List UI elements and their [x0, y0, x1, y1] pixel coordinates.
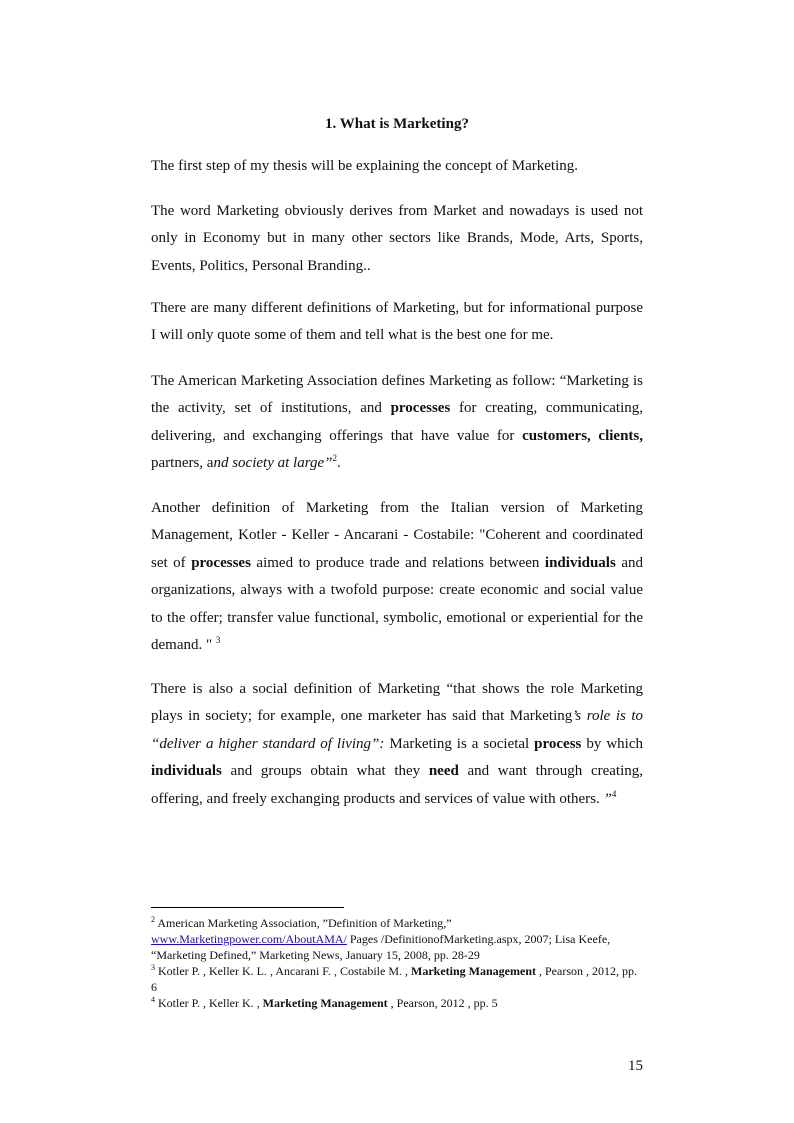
text-span: for creating, communicating, delivering, and exchanging offerings that have value for — [151, 400, 643, 444]
bold-term: individuals — [151, 763, 222, 780]
footnote-text: American Marketing Association, ”Definition of Marketing,” — [155, 916, 452, 930]
text-span: Marketing is a societal — [384, 735, 535, 752]
text-span: partners, a — [151, 455, 214, 472]
text-span: There is also a social definition of Marketing “that shows the role Marketing plays in society; for example, one marketer has said that Marketing — [151, 681, 643, 725]
paragraph-kotler-definition — [151, 495, 643, 659]
text-span: Another definition of Marketing from the Italian version of Marketing Management, Kotler - Keller - Ancarani - Costabile: "Coherent and coordinated set of — [151, 500, 643, 571]
footnote-text: , Pearson, 2012 , pp. 5 — [387, 996, 498, 1010]
paragraph-word-origin: The word Marketing obviously derives from Market and nowadays is used not only in Economy but in many other sectors like Brands, Mode, Arts, Sports, Events, Politics, Personal Branding.. — [151, 203, 643, 274]
footnote-ref: 3 — [215, 635, 221, 646]
text-span: by which — [581, 735, 643, 752]
section-heading: 1. What is Marketing? — [325, 116, 469, 132]
footnote-text: Kotler P. , Keller K. , — [155, 996, 263, 1010]
footnote-text: Pages /DefinitionofMarketing.aspx, 2007; Lisa Keefe, “Marketing Defined,” Marketing News, January 15, 2008, pp. 28-29 — [151, 932, 611, 962]
footnote-divider — [151, 907, 344, 908]
footnote-text: Kotler P. , Keller K. L. , Ancarani F. , Costabile M. , — [155, 964, 412, 978]
bold-term: processes — [191, 554, 251, 571]
text-span: aimed to produce trade and relations between — [250, 554, 545, 571]
text-span: and organizations, always with a twofold purpose: create economic and social value to the offer; transfer value functional, symbolic, emotional or experiential for the demand. " — [151, 554, 643, 654]
book-title: Marketing Management — [262, 996, 388, 1010]
footnote-4 — [151, 995, 643, 1011]
text-span: The American Marketing Association defines Marketing as follow: “Marketing is the activity, set of institutions, and — [151, 373, 643, 417]
footnote-mark: 2 — [151, 915, 155, 924]
bold-term: process — [534, 735, 582, 752]
book-title: Marketing Management — [411, 964, 536, 978]
bold-term: need — [428, 763, 459, 780]
footnote-ref: 4 — [611, 788, 617, 799]
footnote-ref: 2 — [332, 453, 337, 464]
footnote-3 — [151, 963, 643, 995]
paragraph-definitions: There are many different definitions of Marketing, but for informational purpose I will only quote some of them and tell what is the best one for me. — [151, 300, 643, 344]
bold-term: customers, clients, — [522, 427, 643, 444]
italic-span: nd society at large” — [213, 455, 333, 472]
footnote-mark: 3 — [151, 963, 155, 972]
ama-link[interactable]: www.Marketingpower.com/AboutAMA/ — [151, 932, 347, 946]
footnote-mark: 4 — [151, 995, 155, 1004]
italic-span: ’s role is to “deliver a higher standard of living”: — [151, 708, 644, 752]
paragraph-ama-definition — [151, 368, 643, 478]
italic-span: ” — [603, 790, 612, 807]
footnote-2 — [151, 915, 643, 963]
paragraph-intro: The first step of my thesis will be explaining the concept of Marketing. — [151, 158, 578, 174]
footnote-text: , Pearson , 2012, pp. 6 — [151, 964, 637, 994]
bold-term: individuals — [544, 554, 616, 571]
text-span: and groups obtain what they — [221, 763, 429, 780]
text-span: and want through creating, offering, and freely exchanging products and services of value with others. — [151, 763, 644, 807]
paragraph-social-definition — [151, 676, 643, 813]
footnotes — [151, 915, 643, 1011]
page-number: 15 — [628, 1058, 643, 1074]
bold-term: processes — [390, 400, 451, 417]
text-span: . — [336, 455, 341, 472]
